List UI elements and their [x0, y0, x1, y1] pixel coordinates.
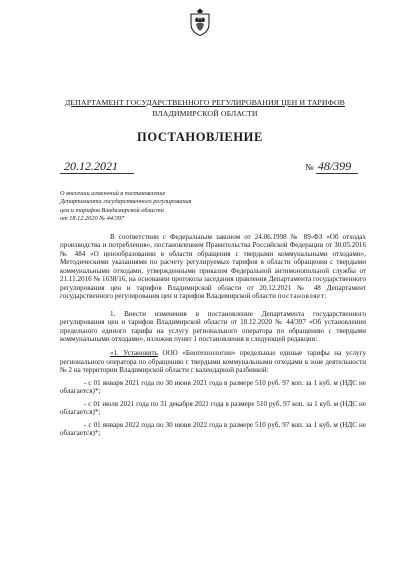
resolution-verb: постановляет:	[277, 292, 327, 301]
document-number: 48/399	[316, 160, 358, 174]
tariff-period-3: - с 01 января 2022 года по 30 июня 2022 года в размере 510 руб. 97 коп. за 1 куб. м (НДС не облагается)*;	[60, 420, 366, 438]
preamble	[60, 233, 366, 301]
subject-line2: Департамента государственного регулирования	[60, 198, 192, 206]
quoted-item	[60, 349, 366, 374]
department-name-line2: ВЛАДИМИРСКОЙ ОБЛАСТИ	[152, 109, 258, 118]
document-body	[60, 233, 366, 438]
number-sign: №	[305, 162, 314, 172]
department-name	[60, 97, 350, 119]
quoted-item-lead: «1. Установить	[110, 349, 158, 358]
department-name-line1: ДЕПАРТАМЕНТ ГОСУДАРСТВЕННОГО РЕГУЛИРОВАНИЯ ЦЕН И ТАРИФОВ	[65, 98, 345, 107]
tariff-period-1: - с 01 января 2021 года по 30 июня 2021 года в размере 510 руб. 97 коп. за 1 куб. м (НДС не облагается)*;	[60, 378, 366, 396]
document-title: ПОСТАНОВЛЕНИЕ	[137, 130, 263, 144]
document-number-block	[305, 160, 358, 174]
tariff-period-2: - с 01 июля 2021 года по 31 декабря 2021 года в размере 510 руб. 97 коп. за 1 куб. м (НДС не облагается)*;	[60, 399, 366, 417]
document-subject	[60, 190, 200, 223]
coat-of-arms-icon	[189, 8, 211, 36]
quoted-item-text: ООО «Биотехнологии» предельные единые тарифы на услугу регионального оператора по обращению с твердыми коммунальными отходами в зоне деятельности № 2 на территории Владимирской области с календарной разбивкой:	[60, 349, 366, 375]
document-date: 20.12.2021	[60, 160, 134, 174]
subject-line3: цен и тарифов Владимирской области	[60, 206, 164, 214]
preamble-text: В соответствии с Федеральным законом от 24.06.1998 № 89-ФЗ «Об отходах производства и потребления», постановлением Правительства Российской Федерации от 30.05.2016 № 484 «О ценообразовании в области обращения с твердыми коммунальными отходами», Методическими указаниями по расчету регулируемых тарифов в области обращения с твердыми коммунальными отходами, утвержденными приказом Федеральной антимонопольной службы от 21.11.2016 № 1638/16, на основании протокола заседания правления Департамента государственного регулирования цен и тарифов Владимирской области от 20.12.2021 № 48 Департамент государственного регулирования цен и тарифов Владимирской области	[60, 233, 366, 301]
subject-line1: О внесении изменений в постановление	[60, 190, 166, 197]
item-1: 1. Внести изменения в постановление Департамента государственного регулирования цен и тарифов Владимирской области от 18.12.2020 № 44/397 «Об установлении предельного единого тарифа на услугу регионального оператора по обращению с твердыми коммунальными отходами», изложив пункт 1 постановления в следующей редакции:	[60, 309, 366, 343]
subject-line4: от 18.12.2020 № 44/397	[60, 214, 125, 222]
